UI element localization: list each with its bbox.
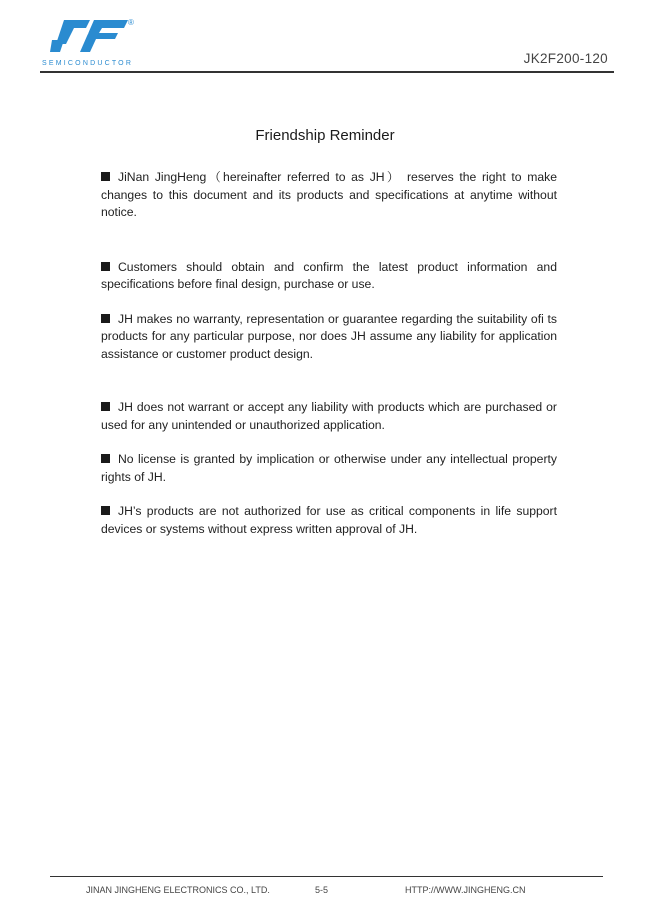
reminder-item — [101, 503, 557, 538]
footer-company: JINAN JINGHENG ELECTRONICS CO., LTD. — [86, 885, 270, 895]
square-bullet-icon — [101, 172, 110, 181]
jh-logo-icon — [50, 18, 130, 54]
reminder-text: JH does not warrant or accept any liability with products which are purchased or used for any unintended or unauthorized application. — [101, 400, 557, 432]
square-bullet-icon — [101, 454, 110, 463]
footer-divider — [50, 876, 603, 877]
reminder-text: JH makes no warranty, representation or guarantee regarding the suitability ofi ts products for any particular purpose, nor does JH assume any liability for application assistance or customer product design. — [101, 311, 557, 361]
registered-mark: ® — [128, 18, 134, 27]
reminder-text: JH’s products are not authorized for use as critical components in life support devices or systems without express written approval of JH. — [101, 504, 557, 536]
footer-page-number: 5-5 — [315, 885, 329, 895]
page-header — [0, 0, 650, 80]
reminder-item — [101, 451, 557, 486]
logo-text: SEMICONDUCTOR — [42, 60, 134, 67]
square-bullet-icon — [101, 262, 110, 271]
square-bullet-icon — [101, 314, 110, 323]
reminder-list — [101, 169, 557, 538]
reminder-item — [101, 311, 557, 364]
reminder-text: JiNan JingHeng（hereinafter referred to as JH） reserves the right to make changes to this document and its products and specifications at anytime without notice. — [101, 170, 557, 219]
part-number: JK2F200-120 — [523, 51, 608, 66]
company-logo — [42, 18, 142, 72]
page-title: Friendship Reminder — [255, 127, 395, 144]
square-bullet-icon — [101, 402, 110, 411]
reminder-item — [101, 169, 557, 222]
reminder-text: Customers should obtain and confirm the latest product information and specifications before final design, purchase or use. — [101, 259, 557, 291]
header-divider — [40, 71, 614, 73]
square-bullet-icon — [101, 506, 110, 515]
reminder-text: No license is granted by implication or otherwise under any intellectual property rights of JH. — [101, 452, 557, 484]
footer-website-link[interactable]: HTTP://WWW.JINGHENG.CN — [405, 885, 526, 895]
reminder-item — [101, 399, 557, 434]
reminder-item — [101, 259, 557, 294]
